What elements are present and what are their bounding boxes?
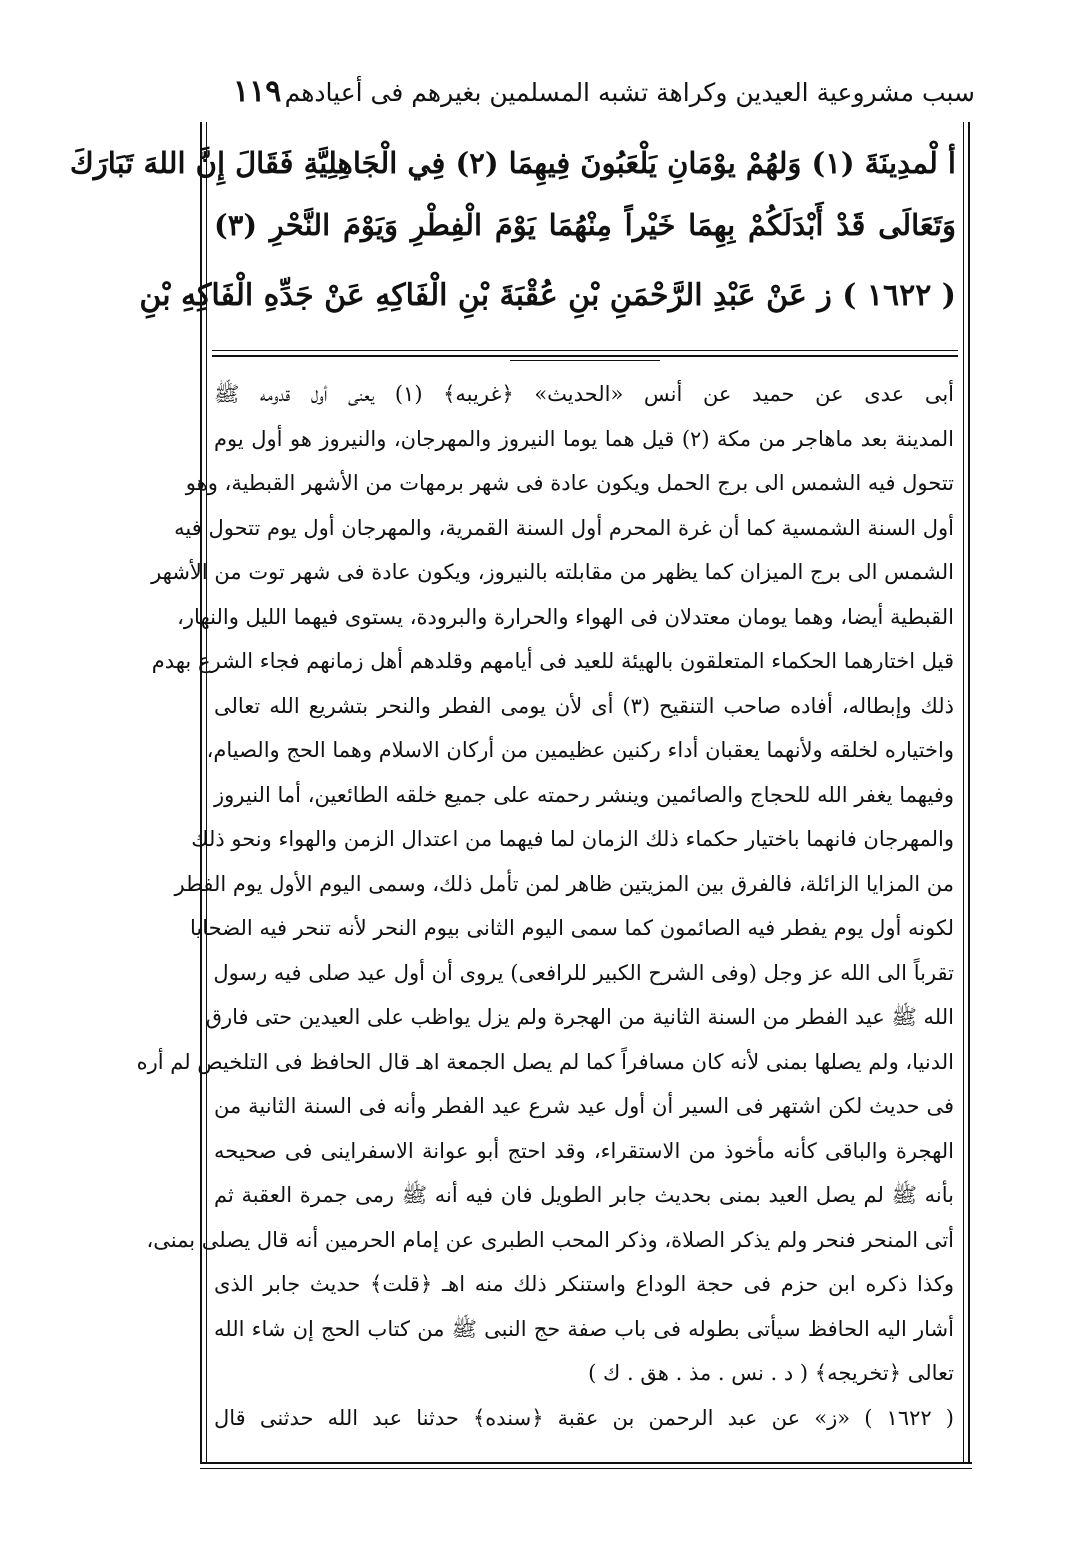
commentary-text [136,372,954,1440]
commentary-line: الهجرة والباقى كأنه مأخوذ من الاستقراء، وقد احتج أبو عوانة الاسفراينى فى صحيحه [214,1138,954,1163]
commentary-line: الله ﷺ عيد الفطر من السنة الثانية من الهجرة ولم يزل يواظب على العيدين حتى فارق [205,1005,954,1029]
commentary-line: قيل اختارهما الحكماء المتعلقون بالهيئة للعيد فى أيامهم وقلدهم أهل زمانهم فجاء الشرع بهدم [151,649,954,673]
commentary-line: من المزايا الزائلة، فالفرق بين المزيتين ظاهر لمن تأمل ذلك، وسمى اليوم الأول يوم الفطر [174,871,954,896]
commentary-line: فى حديث لكن اشتهر فى السير أن أول عيد شرع عيد الفطر وأنه فى السنة الثانية من [214,1094,954,1118]
commentary-line: أبى عدى عن حميد عن أنس «الحديث» ﴿غريبه﴾ (١) يعنى أول قدومه ﷺ [214,382,954,406]
hadith-line: ( ١٦٢٢ ) ز عَنْ عَبْدِ الرَّحْمَنِ بْنِ عُقْبَةَ بْنِ الْفَاكِهِ عَنْ جَدِّهِ الْفَاكِهِ بْنِ [139,278,956,313]
bottom-rule [200,1462,972,1472]
commentary-line: واختياره لخلقه ولأنهما يعقبان أداء ركنين عظيمين من أركان الاسلام وهما الحج والصيام، [206,738,954,762]
commentary-line: تقرباً الى الله عز وجل (وفى الشرح الكبير للرافعى) يروى أن أول عيد صلى فيه رسول [213,960,954,985]
hadith-line: وَتَعَالَى قَدْ أَبْدَلَكُمْ بِهِمَا خَيْراً مِنْهُمَا يَوْمَ الْفِطْرِ وَيَوْمَ النَّحْرِ (٣) [214,208,956,242]
sanad-line: ( ١٦٢٢ ) «ز» عن عبد الرحمن بن عقبة ﴿سنده﴾ حدثنا عبد الله حدثنى قال [214,1405,954,1430]
section-divider [212,350,958,362]
page-header [205,72,975,116]
commentary-line: والمهرجان فانهما باختيار حكماء ذلك الزمان لما فيهما من اعتدال الزمن والهواء ونحو ذلك [191,827,954,851]
commentary-line: تعالى ﴿تخريجه﴾ ( د . نس . مذ . هق . ك ) [588,1361,954,1385]
frame-border-right-inner [963,122,964,1462]
commentary-line: المدينة بعد ماهاجر من مكة (٢) قيل هما يوما النيروز والمهرجان، والنيروز هو أول يوم [214,426,954,451]
commentary-line: أول السنة الشمسية كما أن غرة المحرم أول السنة القمرية، والمهرجان أول يوم تتحول فيه [174,515,954,540]
hadith-text [69,132,956,354]
commentary-line: تتحول فيه الشمس الى برج الحمل ويكون عادة فى شهر برمهات من الأشهر القبطية، وهو [185,471,954,495]
page-number: ١١٩ [233,74,282,109]
commentary-line: الشمس الى برج الميزان كما يظهر من مقابلته بالنيروز، ويكون عادة فى شهر توت من الأشهر [151,560,954,584]
commentary-line: لكونه أول يوم يفطر فيه الصائمون كما سمى اليوم الثانى بيوم النحر لأنه تنحر فيه الضحايا [190,916,954,940]
commentary-line: بأنه ﷺ لم يصل العيد بمنى بحديث جابر الطويل فان فيه أنه ﷺ رمى جمرة العقبة ثم [214,1183,954,1207]
commentary-line: ذلك وإبطاله، أفاده صاحب التنقيح (٣) أى لأن يومى الفطر والنحر بتشريع الله تعالى [214,693,954,718]
commentary-line: وكذا ذكره ابن حزم فى حجة الوداع واستنكر ذلك منه اهـ ﴿قلت﴾ حديث جابر الذى [214,1272,954,1296]
hadith-line: أ لْمدِينَةَ (١) وَلهُمْ يوْمَانِ يَلْعَبُونَ فِيهِمَا (٢) فِي الْجَاهِلِيَّةِ فَقَالَ إِنَّ اللهَ تَبَارَكَ [69,146,956,180]
commentary-line: القبطية أيضا، وهما يومان معتدلان فى الهواء والحرارة والبرودة، يستوى فيهما الليل والنهار، [177,604,954,629]
commentary-line: أتى المنحر فنحر ولم يذكر الصلاة، وذكر المحب الطبرى عن إمام الحرمين أنه قال يصلى بمنى، [146,1227,954,1252]
commentary-line: وفيهما يغفر الله للحجاج والصائمين وينشر رحمته على جميع خلقه الطائعين، أما النيروز [214,782,954,807]
commentary-line: أشار اليه الحافظ سيأتى بطوله فى باب صفة حج النبى ﷺ من كتاب الحج إن شاء الله [214,1316,954,1341]
frame-border-right-outer [968,122,970,1462]
text-frame [69,122,970,1462]
commentary-line: الدنيا، ولم يصلها بمنى لأنه كان مسافراً كما لم يصل الجمعة اهـ قال الحافظ فى التلخيص لم أره [136,1049,954,1074]
running-title: سبب مشروعية العيدين وكراهة تشبه المسلمين بغيرهم فى أعيادهم [284,78,975,107]
